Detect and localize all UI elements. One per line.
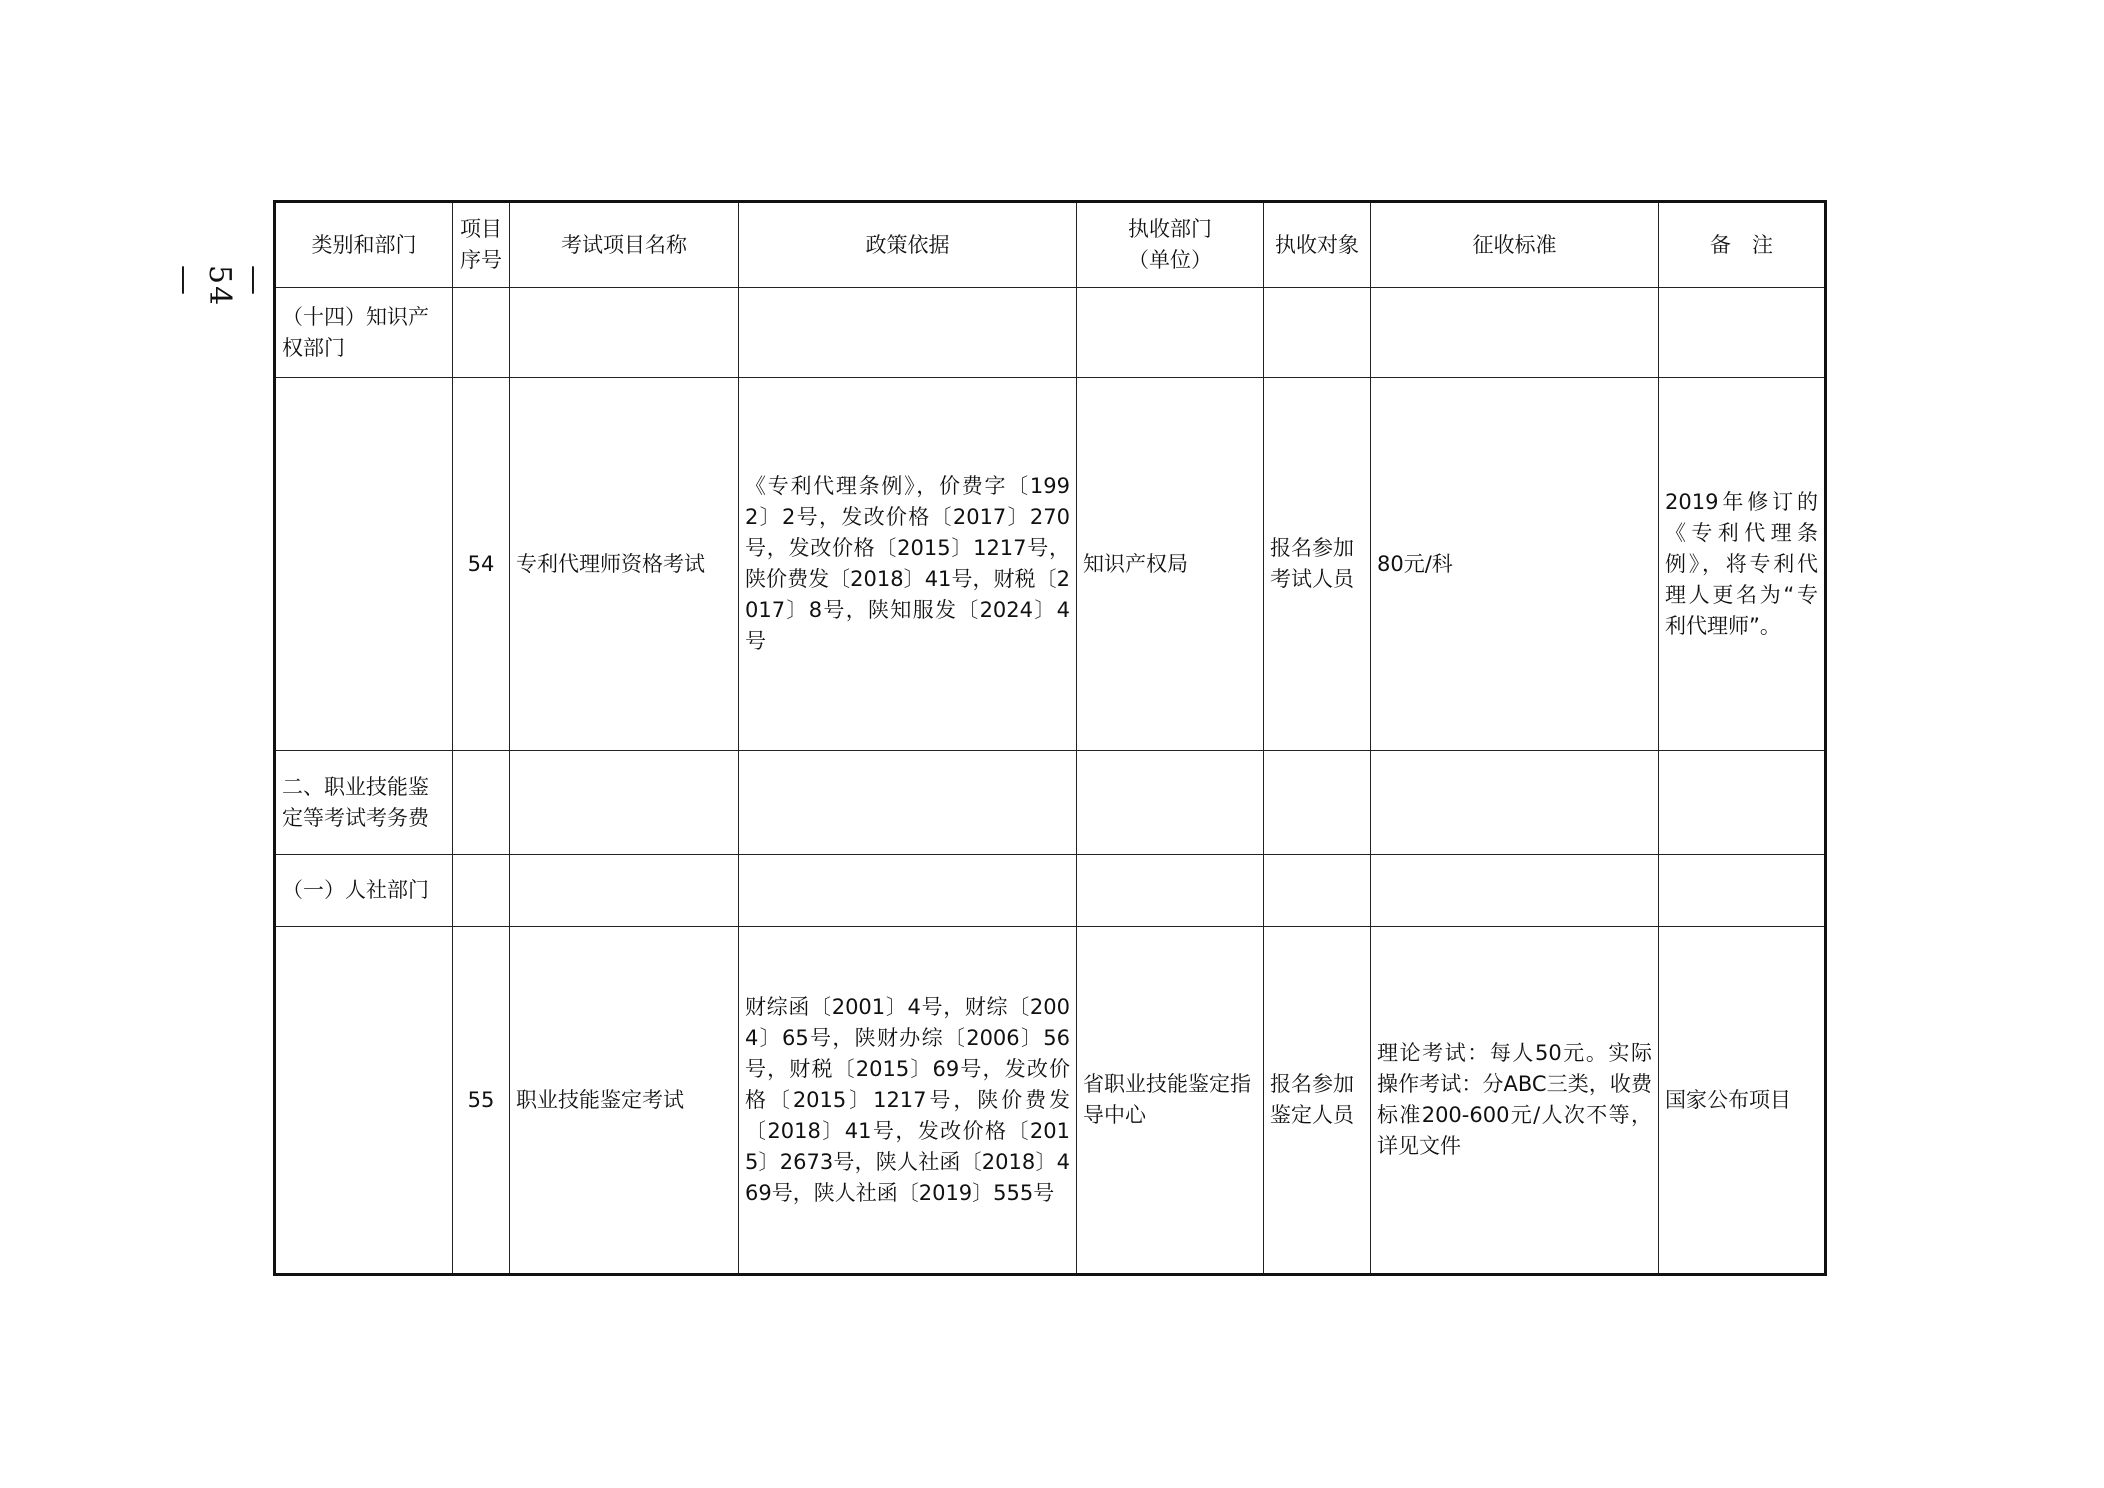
header-seq <box>453 202 510 288</box>
cell-standard: 80元/科 <box>1371 378 1659 751</box>
cell-policy <box>739 855 1077 927</box>
header-dept-line2: （单位） <box>1128 248 1212 272</box>
cell-remark <box>1659 288 1826 378</box>
cell-standard <box>1371 751 1659 855</box>
table-row <box>275 378 1826 751</box>
header-standard: 征收标准 <box>1371 202 1659 288</box>
header-remark: 备 注 <box>1659 202 1826 288</box>
cell-target <box>1264 751 1371 855</box>
cell-category: 二、职业技能鉴定等考试考务费 <box>275 751 453 855</box>
cell-seq <box>453 288 510 378</box>
cell-target: 报名参加鉴定人员 <box>1264 927 1371 1275</box>
cell-standard <box>1371 288 1659 378</box>
table-row <box>275 927 1826 1275</box>
cell-policy <box>739 751 1077 855</box>
cell-exam-name <box>510 855 739 927</box>
header-dept <box>1077 202 1264 288</box>
cell-remark <box>1659 751 1826 855</box>
header-target: 执收对象 <box>1264 202 1371 288</box>
cell-dept <box>1077 855 1264 927</box>
cell-seq <box>453 751 510 855</box>
header-seq-line2: 序号 <box>460 248 502 272</box>
header-dept-line1: 执收部门 <box>1128 217 1212 241</box>
cell-remark <box>1659 855 1826 927</box>
cell-policy <box>739 288 1077 378</box>
cell-exam-name <box>510 751 739 855</box>
table-row <box>275 855 1826 927</box>
cell-remark: 国家公布项目 <box>1659 927 1826 1275</box>
cell-exam-name: 专利代理师资格考试 <box>510 378 739 751</box>
cell-dept: 知识产权局 <box>1077 378 1264 751</box>
cell-category <box>275 927 453 1275</box>
cell-dept <box>1077 288 1264 378</box>
cell-standard <box>1371 855 1659 927</box>
fee-table <box>273 200 1827 1276</box>
header-exam-name: 考试项目名称 <box>510 202 739 288</box>
cell-policy: 财综函〔2001〕4号，财综〔2004〕65号，陕财办综〔2006〕56号，财税〔2015〕69号，发改价格〔2015〕1217号，陕价费发〔2018〕41号，发改价格〔2015〕2673号，陕人社函〔2018〕469号，陕人社函〔2019〕555号 <box>739 927 1077 1275</box>
cell-seq: 54 <box>453 378 510 751</box>
cell-target <box>1264 288 1371 378</box>
cell-exam-name: 职业技能鉴定考试 <box>510 927 739 1275</box>
cell-remark: 2019年修订的《专利代理条例》，将专利代理人更名为“专利代理师”。 <box>1659 378 1826 751</box>
cell-seq <box>453 855 510 927</box>
cell-dept: 省职业技能鉴定指导中心 <box>1077 927 1264 1275</box>
cell-target: 报名参加考试人员 <box>1264 378 1371 751</box>
cell-category: （十四）知识产权部门 <box>275 288 453 378</box>
cell-seq: 55 <box>453 927 510 1275</box>
cell-target <box>1264 855 1371 927</box>
header-category: 类别和部门 <box>275 202 453 288</box>
header-policy: 政策依据 <box>739 202 1077 288</box>
header-seq-line1: 项目 <box>460 217 502 241</box>
header-row <box>275 202 1826 288</box>
page-number: —54— <box>167 265 273 308</box>
cell-category: （一）人社部门 <box>275 855 453 927</box>
table-row <box>275 751 1826 855</box>
table-row <box>275 288 1826 378</box>
cell-standard: 理论考试：每人50元。实际操作考试：分ABC三类，收费标准200-600元/人次不等，详见文件 <box>1371 927 1659 1275</box>
cell-policy: 《专利代理条例》，价费字〔1992〕2号，发改价格〔2017〕270号，发改价格〔2015〕1217号，陕价费发〔2018〕41号，财税〔2017〕8号，陕知服发〔2024〕4号 <box>739 378 1077 751</box>
cell-category <box>275 378 453 751</box>
cell-exam-name <box>510 288 739 378</box>
cell-dept <box>1077 751 1264 855</box>
